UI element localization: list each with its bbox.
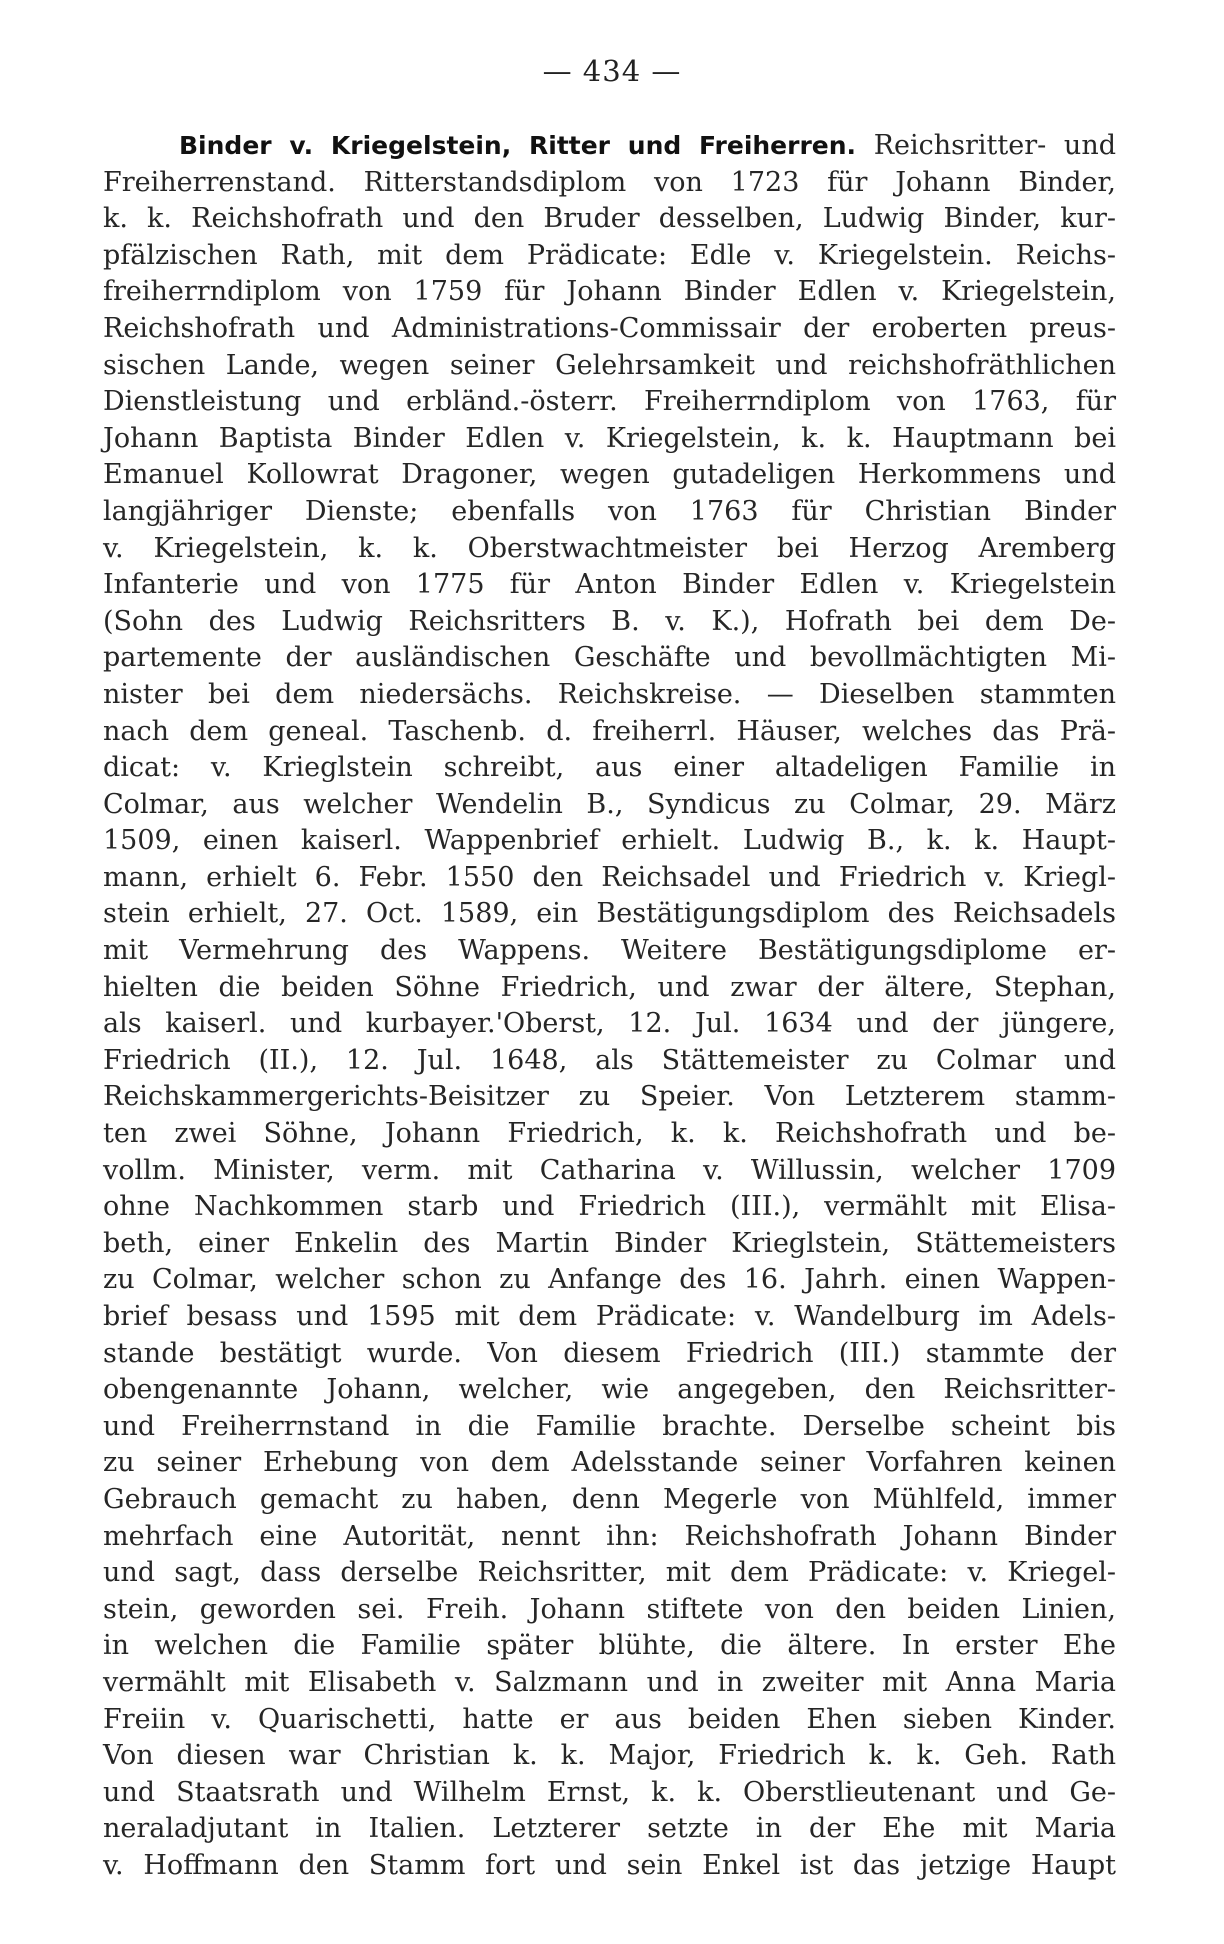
text-line: 1509, einen kaiserl. Wappenbrief erhielt. Ludwig B., k. k. Haupt- [103, 825, 1116, 857]
text-line: vermählt mit Elisabeth v. Salzmann und in zweiter mit Anna Maria [103, 1666, 1116, 1698]
text-line: vollm. Minister, verm. mit Catharina v. Willussin, welcher 1709 [103, 1154, 1116, 1186]
text-line: mehrfach eine Autorität, nennt ihn: Reichshofrath Johann Binder [103, 1520, 1116, 1552]
text-line: hielten die beiden Söhne Friedrich, und zwar der ältere, Stephan, [103, 971, 1116, 1003]
text-line: Emanuel Kollowrat Dragoner, wegen gutadeligen Herkommens und [103, 459, 1116, 491]
text-line: und Freiherrnstand in die Familie brachte. Derselbe scheint bis [103, 1410, 1116, 1442]
text-line: neraladjutant in Italien. Letzterer setzte in der Ehe mit Maria [103, 1813, 1116, 1845]
text-line: sischen Lande, wegen seiner Gelehrsamkeit und reichshofräthlichen [103, 349, 1116, 381]
text-line: ten zwei Söhne, Johann Friedrich, k. k. Reichshofrath und be- [103, 1118, 1116, 1150]
entry-text-block [103, 128, 1116, 1885]
text-line: Freiherrenstand. Ritterstandsdiplom von 1723 für Johann Binder, [103, 166, 1116, 198]
text-line: Gebrauch gemacht zu haben, denn Megerle von Mühlfeld, immer [103, 1483, 1116, 1515]
text-line: Friedrich (II.), 12. Jul. 1648, als Stättemeister zu Colmar und [103, 1044, 1116, 1076]
text-line: v. Hoffmann den Stamm fort und sein Enkel ist das jetzige Haupt [103, 1849, 1116, 1881]
text-line: nister bei dem niedersächs. Reichskreise. — Dieselben stammten [103, 678, 1116, 710]
entry-heading: Binder v. Kriegelstein, Ritter und Freiherren. [179, 131, 857, 160]
text-line: ohne Nachkommen starb und Friedrich (III.), vermählt mit Elisa- [103, 1191, 1116, 1223]
text-line: (Sohn des Ludwig Reichsritters B. v. K.), Hofrath bei dem De- [103, 605, 1116, 637]
text-line: Johann Baptista Binder Edlen v. Kriegelstein, k. k. Hauptmann bei [103, 422, 1116, 454]
text-line: nach dem geneal. Taschenb. d. freiherrl. Häuser, welches das Prä- [103, 715, 1116, 747]
text-line: als kaiserl. und kurbayer.'Oberst, 12. Jul. 1634 und der jüngere, [103, 1008, 1116, 1040]
text-line: Freiin v. Quarischetti, hatte er aus beiden Ehen sieben Kinder. [103, 1703, 1116, 1735]
text-line: k. k. Reichshofrath und den Bruder desselben, Ludwig Binder, kur- [103, 203, 1116, 235]
text-line [103, 128, 1116, 165]
text-line: stein, geworden sei. Freih. Johann stiftete von den beiden Linien, [103, 1593, 1116, 1625]
text-line: zu Colmar, welcher schon zu Anfange des 16. Jahrh. einen Wappen- [103, 1264, 1116, 1296]
text-line: mann, erhielt 6. Febr. 1550 den Reichsadel und Friedrich v. Kriegl- [103, 861, 1116, 893]
text-line: Infanterie und von 1775 für Anton Binder Edlen v. Kriegelstein [103, 569, 1116, 601]
text-line: Von diesen war Christian k. k. Major, Friedrich k. k. Geh. Rath [103, 1740, 1116, 1772]
text-line: v. Kriegelstein, k. k. Oberstwachtmeister bei Herzog Aremberg [103, 532, 1116, 564]
text-line: und Staatsrath und Wilhelm Ernst, k. k. Oberstlieutenant und Ge- [103, 1776, 1116, 1808]
text-line: freiherrndiplom von 1759 für Johann Binder Edlen v. Kriegelstein, [103, 276, 1116, 308]
text-line: langjähriger Dienste; ebenfalls von 1763 für Christian Binder [103, 495, 1116, 527]
page-number: — 434 — [542, 54, 682, 88]
text-line: Dienstleistung und erbländ.-österr. Freiherrndiplom von 1763, für [103, 386, 1116, 418]
text-line: brief besass und 1595 mit dem Prädicate: v. Wandelburg im Adels- [103, 1301, 1116, 1332]
text-line: dicat: v. Krieglstein schreibt, aus einer altadeligen Familie in [103, 752, 1116, 784]
text-line: stein erhielt, 27. Oct. 1589, ein Bestätigungsdiplom des Reichsadels [103, 898, 1116, 930]
text-line: pfälzischen Rath, mit dem Prädicate: Edle v. Kriegelstein. Reichs- [103, 239, 1116, 271]
text-line: und sagt, dass derselbe Reichsritter, mit dem Prädicate: v. Kriegel- [103, 1557, 1116, 1589]
text-line: partemente der ausländischen Geschäfte und bevollmächtigten Mi- [103, 642, 1116, 674]
text-line: zu seiner Erhebung von dem Adelsstande seiner Vorfahren keinen [103, 1447, 1116, 1479]
text-line: stande bestätigt wurde. Von diesem Friedrich (III.) stammte der [103, 1337, 1116, 1369]
text-line: Reichskammergerichts-Beisitzer zu Speier. Von Letzterem stamm- [103, 1081, 1116, 1113]
text-line: beth, einer Enkelin des Martin Binder Krieglstein, Stättemeisters [103, 1227, 1116, 1259]
text-line: Reichshofrath und Administrations-Commissair der eroberten preus- [103, 312, 1116, 344]
text-line: in welchen die Familie später blühte, die ältere. In erster Ehe [103, 1630, 1116, 1662]
text-line: Colmar, aus welcher Wendelin B., Syndicus zu Colmar, 29. März [103, 788, 1116, 820]
text-line-part: Reichsritter- und [856, 130, 1116, 161]
text-line: mit Vermehrung des Wappens. Weitere Bestätigungsdiplome er- [103, 935, 1116, 967]
text-line: obengenannte Johann, welcher, wie angegeben, den Reichsritter- [103, 1374, 1116, 1406]
